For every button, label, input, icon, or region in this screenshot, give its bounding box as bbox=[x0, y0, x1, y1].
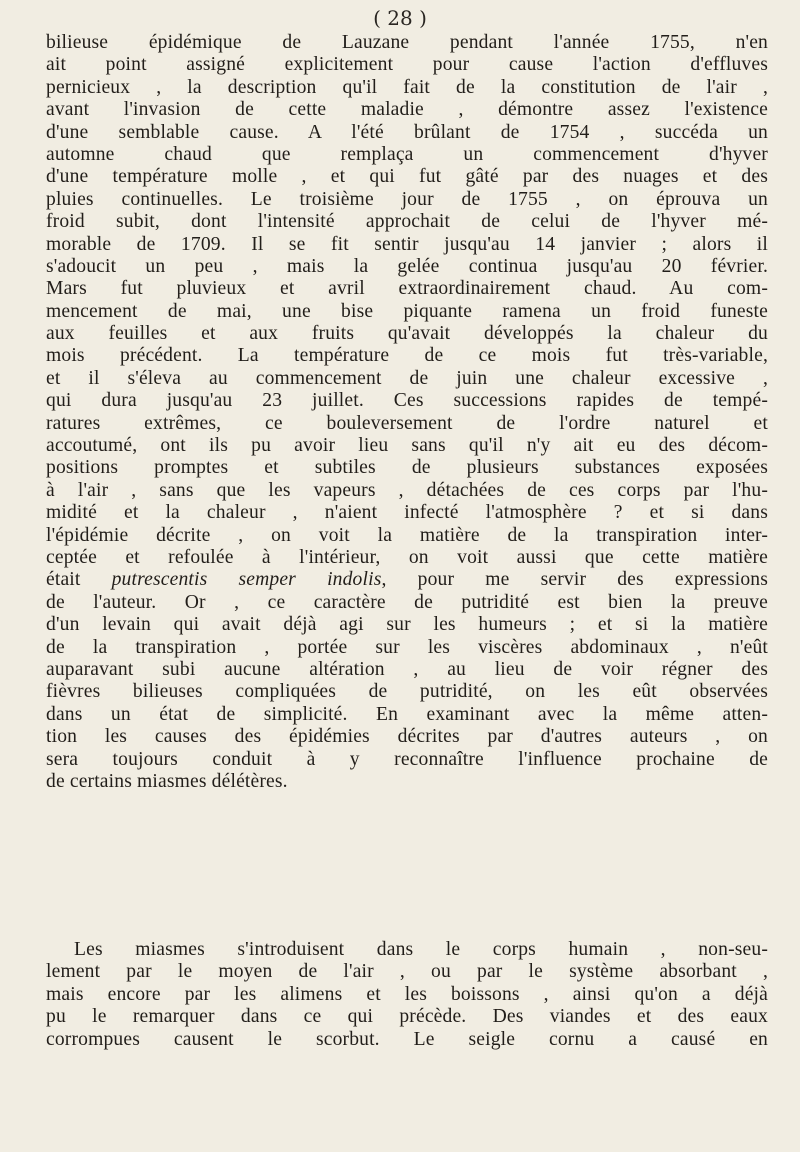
text-line-italic bbox=[46, 569, 768, 591]
text-line: accoutumé, ont ils pu avoir lieu sans qu'il n'y ait eu des décom- bbox=[46, 435, 768, 457]
text-line: auparavant subi aucune altération , au lieu de voir régner des bbox=[46, 658, 768, 680]
text-line: s'adoucit un peu , mais la gelée continua jusqu'au 20 février. bbox=[46, 255, 768, 277]
italic-suffix: , pour me servir des expressions bbox=[381, 569, 768, 591]
paragraph-2 bbox=[46, 939, 768, 1051]
text-line: dans un état de simplicité. En examinant avec la même atten- bbox=[46, 703, 768, 725]
text-line: qui dura jusqu'au 23 juillet. Ces successions rapides de tempé- bbox=[46, 390, 768, 412]
text-line: mais encore par les alimens et les boissons , ainsi qu'on a déjà bbox=[46, 983, 768, 1005]
text-line: positions promptes et subtiles de plusieurs substances exposées bbox=[46, 457, 768, 479]
text-line: morable de 1709. Il se fit sentir jusqu'au 14 janvier ; alors il bbox=[46, 233, 768, 255]
text-line: mencement de mai, une bise piquante ramena un froid funeste bbox=[46, 300, 768, 322]
text-line: lement par le moyen de l'air , ou par le système absorbant , bbox=[46, 961, 768, 983]
text-line: pernicieux , la description qu'il fait de la constitution de l'air , bbox=[46, 76, 768, 98]
text-line: Les miasmes s'introduisent dans le corps humain , non-seu- bbox=[74, 939, 768, 960]
text-line: d'un levain qui avait déjà agi sur les humeurs ; et si la matière bbox=[46, 614, 768, 636]
text-line: ceptée et refoulée à l'intérieur, on voit aussi que cette matière bbox=[46, 546, 768, 568]
text-line: pu le remarquer dans ce qui précède. Des viandes et des eaux bbox=[46, 1006, 768, 1028]
text-line: Mars fut pluvieux et avril extraordinairement chaud. Au com- bbox=[46, 278, 768, 300]
text-line: et il s'éleva au commencement de juin une chaleur excessive , bbox=[46, 367, 768, 389]
italic-prefix: était bbox=[46, 569, 112, 591]
text-line: de la transpiration , portée sur les viscères abdominaux , n'eût bbox=[46, 636, 768, 658]
text-line: de l'auteur. Or , ce caractère de putridité est bien la preuve bbox=[46, 591, 768, 613]
text-line: l'épidémie décrite , on voit la matière de la transpiration inter- bbox=[46, 524, 768, 546]
text-line: bilieuse épidémique de Lauzane pendant l'année 1755, n'en bbox=[46, 32, 768, 53]
text-line: sera toujours conduit à y reconnaître l'influence prochaine de bbox=[46, 748, 768, 770]
text-line: fièvres bilieuses compliquées de putridité, on les eût observées bbox=[46, 681, 768, 703]
page-number: ( 28 ) bbox=[373, 6, 427, 30]
paragraph-1 bbox=[46, 32, 768, 793]
text-line: tion les causes des épidémies décrites par d'autres auteurs , on bbox=[46, 726, 768, 748]
text-line: ait point assigné explicitement pour cause l'action d'effluves bbox=[46, 54, 768, 76]
text-line: midité et la chaleur , n'aient infecté l'atmosphère ? et si dans bbox=[46, 502, 768, 524]
text-line: avant l'invasion de cette maladie , démontre assez l'existence bbox=[46, 99, 768, 121]
text-line: pluies continuelles. Le troisième jour de 1755 , on éprouva un bbox=[46, 188, 768, 210]
text-line: d'une semblable cause. A l'été brûlant de 1754 , succéda un bbox=[46, 121, 768, 143]
text-line: d'une température molle , et qui fut gâté par des nuages et des bbox=[46, 166, 768, 188]
text-line: à l'air , sans que les vapeurs , détachées de ces corps par l'hu- bbox=[46, 479, 768, 501]
text-line: aux feuilles et aux fruits qu'avait développés la chaleur du bbox=[46, 323, 768, 345]
text-line: mois précédent. La température de ce mois fut très-variable, bbox=[46, 345, 768, 367]
text-line: corrompues causent le scorbut. Le seigle cornu a causé en bbox=[46, 1028, 768, 1050]
latin-quote: putrescentis semper indolis bbox=[111, 569, 382, 591]
text-line: ratures extrêmes, ce bouleversement de l'ordre naturel et bbox=[46, 412, 768, 434]
text-line: de certains miasmes délétères. bbox=[46, 770, 288, 792]
text-line: automne chaud que remplaça un commencement d'hyver bbox=[46, 143, 768, 165]
text-line: froid subit, dont l'intensité approchait de celui de l'hyver mé- bbox=[46, 211, 768, 233]
